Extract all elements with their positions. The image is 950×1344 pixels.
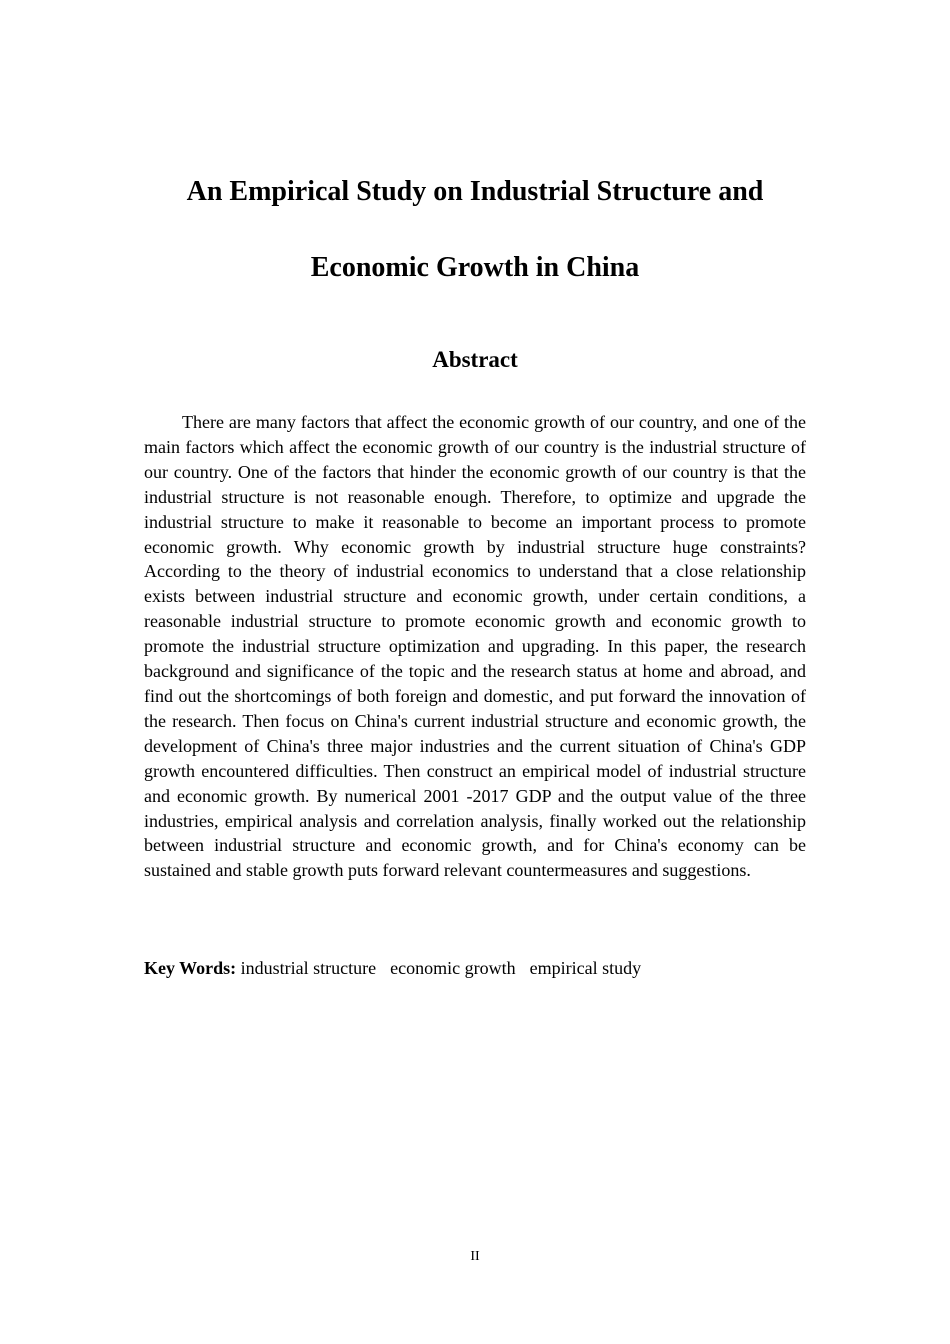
keyword-item: industrial structure (240, 958, 377, 978)
abstract-body: There are many factors that affect the economic growth of our country, and one of the main factors which affect the economic growth of our country is the industrial structure of our country. One of the factors that hinder the economic growth of our country is that the industrial structure is not reasonable enough. Therefore, to optimize and upgrade the industrial structure to make it reasonable to become an important process to promote economic growth. Why economic growth by industrial structure huge constraints? According to the theory of industrial economics to understand that a close relationship exists between industrial structure and economic growth, under certain conditions, a reasonable industrial structure to promote economic growth and economic growth to promote the industrial structure optimization and upgrading. In this paper, the research background and significance of the topic and the research status at home and abroad, and find out the shortcomings of both foreign and domestic, and put forward the innovation of the research. Then focus on China's current industrial structure and economic growth, the development of China's three major industries and the current situation of China's GDP growth encountered difficulties. Then construct an empirical model of industrial structure and economic growth. By numerical 2001 -2017 GDP and the output value of the three industries, empirical analysis and correlation analysis, finally worked out the relationship between industrial structure and economic growth, and for China's economy can be sustained and stable growth puts forward relevant countermeasures and suggestions. (144, 412, 806, 881)
keyword-item: empirical study (529, 958, 642, 978)
keywords-line (144, 956, 806, 980)
keywords-label: Key Words: (144, 958, 237, 978)
keyword-item: economic growth (390, 958, 516, 978)
abstract-heading: Abstract (432, 347, 518, 372)
paper-title-line-2: Economic Growth in China (310, 252, 640, 283)
page-number: II (470, 1249, 480, 1264)
paper-title-line-1: An Empirical Study on Industrial Structure and (186, 176, 764, 207)
